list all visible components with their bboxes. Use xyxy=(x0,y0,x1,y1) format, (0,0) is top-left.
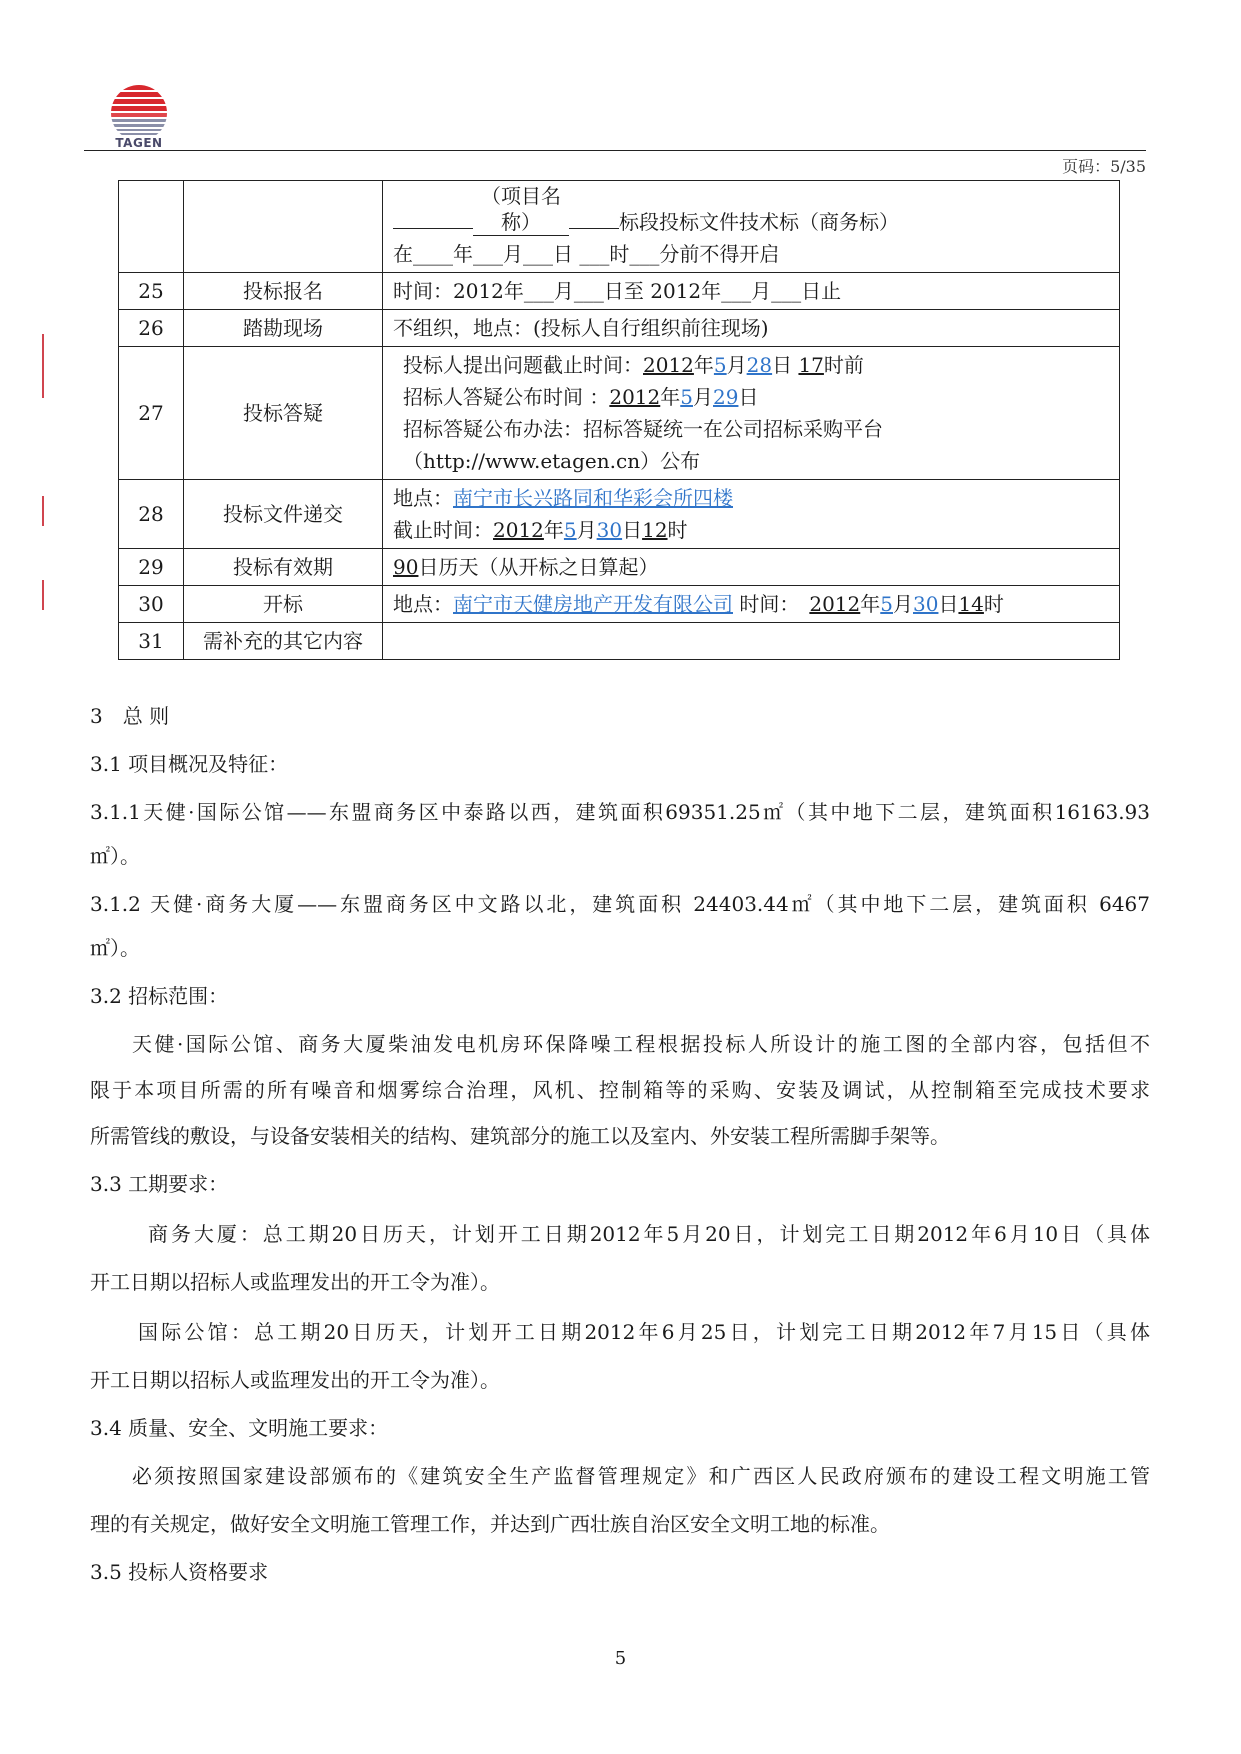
page-number: 5 xyxy=(614,1648,627,1669)
table-row: 26 踏勘现场 不组织，地点：(投标人自行组织前往现场) xyxy=(119,310,1120,347)
section-heading: 3.5 投标人资格要求 xyxy=(90,1560,269,1584)
section-heading: 3.2 招标范围： xyxy=(90,984,229,1008)
paragraph-line: 限于本项目所需的所有噪音和烟雾综合治理，风机、控制箱等的采购、安装及调试，从控制箱至完成技术要求 xyxy=(90,1078,1150,1102)
paragraph-line: ㎡）。 xyxy=(90,844,140,868)
paragraph-line: 天健·国际公馆、商务大厦柴油发电机房环保降噪工程根据投标人所设计的施工图的全部内容，包括但不 xyxy=(132,1032,1150,1056)
table-row xyxy=(119,181,1120,273)
logo-wordmark: TAGEN xyxy=(115,136,163,150)
paragraph-line: 开工日期以招标人或监理发出的开工令为准）。 xyxy=(90,1270,500,1294)
page-code: 页码：5/35 xyxy=(1062,157,1146,176)
table-row: 30 开标 地点：南宁市天健房地产开发有限公司 时间： 2012年5月30日14时 xyxy=(119,586,1120,623)
paragraph-line: ㎡）。 xyxy=(90,936,140,960)
table-row: 28 投标文件递交 地点：南宁市长兴路同和华彩会所四楼 截止时间：2012年5月30日12时 xyxy=(119,480,1120,549)
opening-notice-cell: （项目名称） 标段投标文件技术标（商务标） 在____年___月___日 ___时___分前不得开启 xyxy=(383,181,1120,273)
table-row: 27 投标答疑 投标人提出问题截止时间：2012年5月28日 17时前 招标人答疑公布时间 ：2012年5月29日 招标答疑公布办法：招标答疑统一在公司招标采购平台 （http://www.etagen.cn）公布 xyxy=(119,347,1120,480)
revision-bar xyxy=(42,496,44,526)
table-row: 31 需补充的其它内容 xyxy=(119,623,1120,660)
header-rule xyxy=(84,150,1146,151)
table-row: 25 投标报名 时间：2012年___月___日至 2012年___月___日止 xyxy=(119,273,1120,310)
paragraph-line: 开工日期以招标人或监理发出的开工令为准）。 xyxy=(90,1368,500,1392)
paragraph-line: 3.1.1天健·国际公馆——东盟商务区中泰路以西，建筑面积69351.25㎡（其中地下二层，建筑面积16163.93 xyxy=(90,800,1150,824)
paragraph-line: 理的有关规定，做好安全文明施工管理工作，并达到广西壮族自治区安全文明工地的标准。 xyxy=(90,1512,890,1536)
paragraph-line: 必须按照国家建设部颁布的《建筑安全生产监督管理规定》和广西区人民政府颁布的建设工程文明施工管 xyxy=(132,1464,1150,1488)
table-row: 29 投标有效期 90日历天（从开标之日算起） xyxy=(119,549,1120,586)
bid-info-table xyxy=(118,180,1120,660)
paragraph-line: 国际公馆：总工期20日历天，计划开工日期2012年6月25日，计划完工日期2012年7月15日（具体 xyxy=(138,1320,1150,1344)
section-heading: 3 总 则 xyxy=(90,704,170,728)
section-heading: 3.3 工期要求： xyxy=(90,1172,229,1196)
revision-bar xyxy=(42,334,44,398)
section-heading: 3.1 项目概况及特征： xyxy=(90,752,289,776)
paragraph-line: 所需管线的敷设，与设备安装相关的结构、建筑部分的施工以及室内、外安装工程所需脚手架等。 xyxy=(90,1124,950,1148)
section-heading: 3.4 质量、安全、文明施工要求： xyxy=(90,1416,389,1440)
paragraph-line: 3.1.2 天健·商务大厦——东盟商务区中文路以北，建筑面积 24403.44㎡（其中地下二层，建筑面积 6467 xyxy=(90,892,1150,916)
revision-bar xyxy=(42,580,44,610)
paragraph-line: 商务大厦：总工期20日历天，计划开工日期2012年5月20日，计划完工日期2012年6月10日（具体 xyxy=(148,1222,1150,1246)
